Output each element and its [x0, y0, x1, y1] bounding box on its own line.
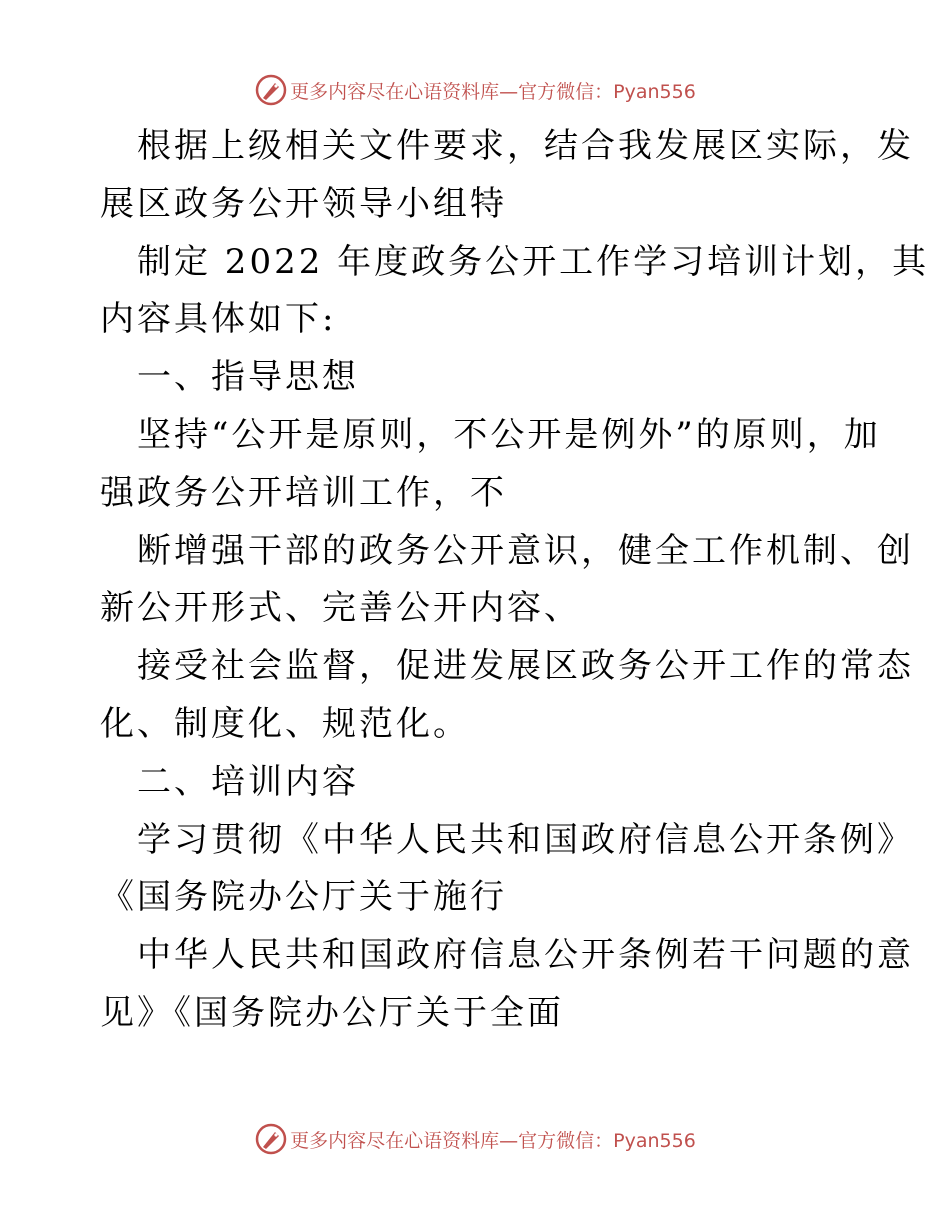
watermark-banner-bottom [0, 1119, 950, 1159]
paragraph-line: 见》《国务院办公厅关于全面 [100, 992, 564, 1033]
paragraph-line: 新公开形式、完善公开内容、 [100, 588, 581, 629]
watermark-banner-top [0, 70, 950, 110]
watermark-text: 更多内容尽在心语资料库—官方微信：Pyan556 [290, 1129, 696, 1152]
paragraph-line: 坚持“公开是原则，不公开是例外”的原则，加 [137, 414, 881, 455]
pen-nib-circle-icon [254, 73, 288, 107]
paragraph-line: 接受社会监督，促进发展区政务公开工作的常态 [137, 646, 914, 687]
paragraph-line: 化、制度化、规范化。 [100, 703, 470, 744]
paragraph-line: 制定 2022 年度政务公开工作学习培训计划，其 [137, 241, 930, 282]
paragraph-line: 断增强干部的政务公开意识，健全工作机制、创 [137, 530, 914, 571]
section-heading: 二、培训内容 [137, 761, 359, 802]
paragraph-line: 展区政务公开领导小组特 [100, 183, 507, 224]
paragraph-line: 学习贯彻《中华人民共和国政府信息公开条例》 [137, 819, 914, 860]
pen-nib-circle-icon [254, 1122, 288, 1156]
paragraph-line: 《国务院办公厅关于施行 [100, 877, 507, 918]
document-body [100, 118, 930, 1043]
watermark-text: 更多内容尽在心语资料库—官方微信：Pyan556 [290, 80, 696, 103]
paragraph-line: 中华人民共和国政府信息公开条例若干问题的意 [137, 935, 914, 976]
paragraph-line: 根据上级相关文件要求，结合我发展区实际，发 [137, 126, 914, 166]
paragraph-line: 强政务公开培训工作，不 [100, 472, 507, 513]
paragraph-line: 内容具体如下: [100, 299, 337, 340]
section-heading: 一、指导思想 [137, 357, 359, 398]
